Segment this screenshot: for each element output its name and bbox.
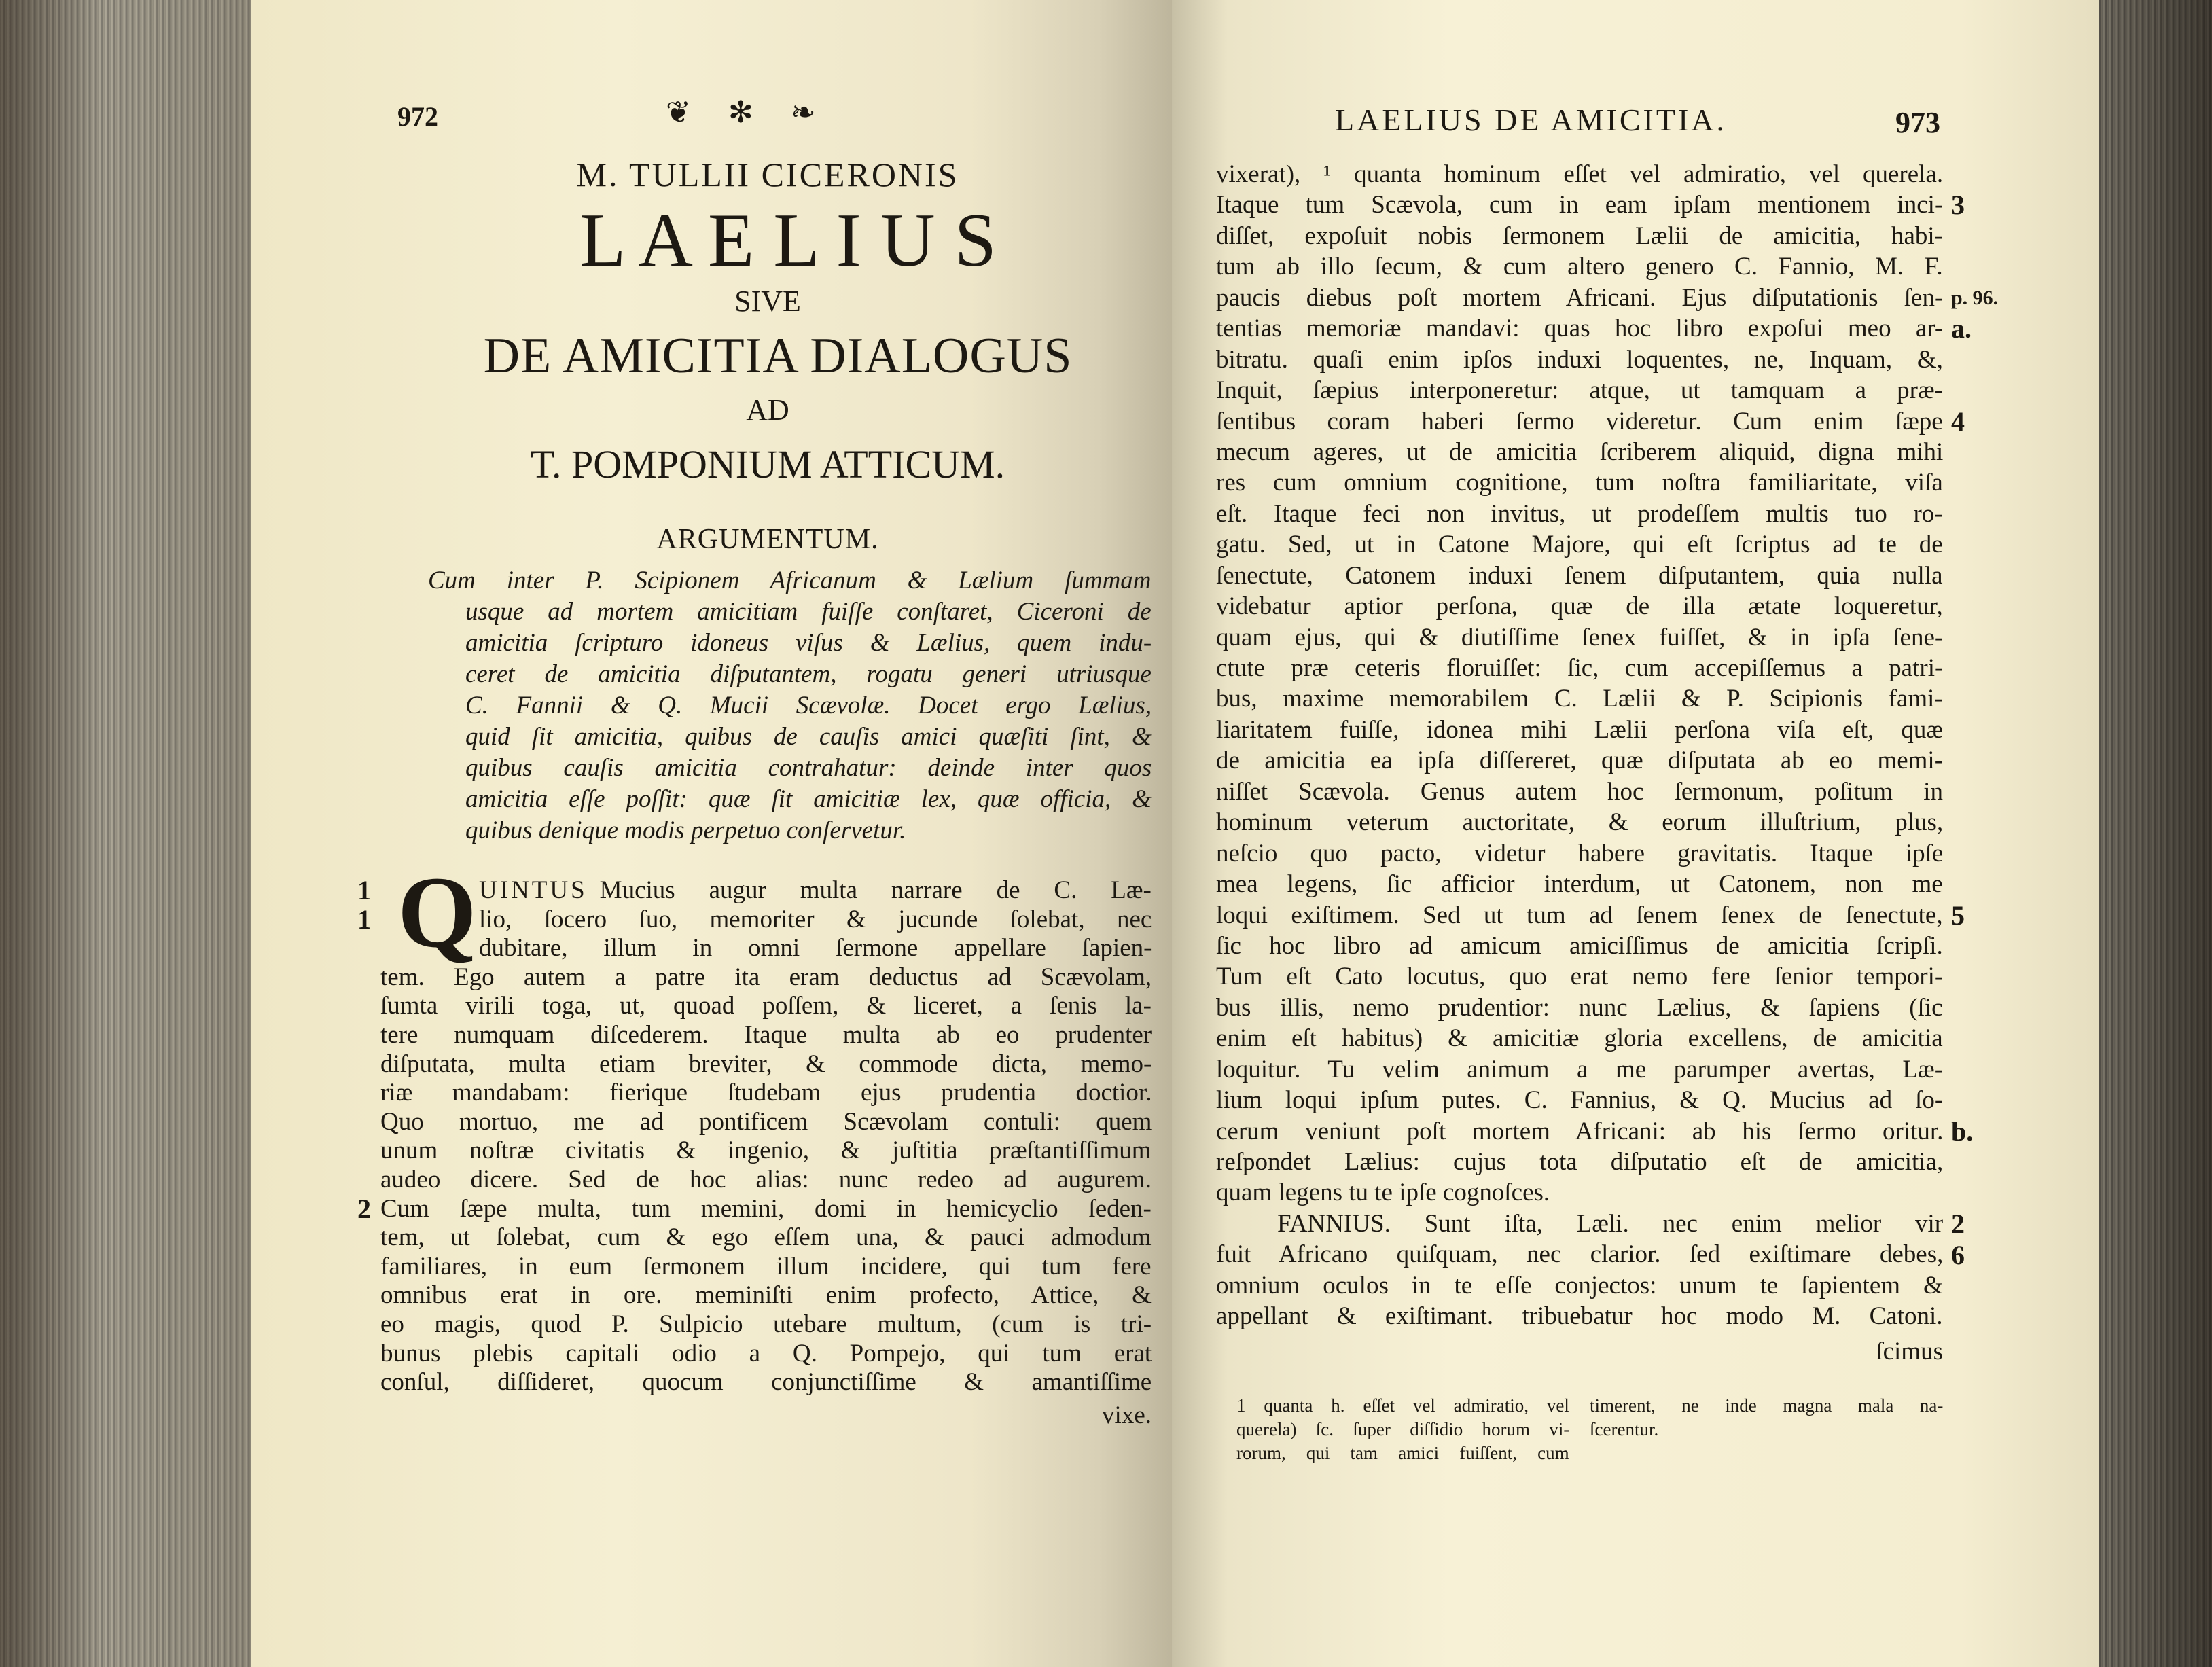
text-line xyxy=(1216,1147,1943,1177)
text-line xyxy=(1216,159,1943,190)
text-line xyxy=(1216,313,1943,344)
text-line xyxy=(1216,499,1943,529)
text-line-content: de amicitia ea ipſa diſſereret, quæ diſputata ab eo memi- xyxy=(1216,747,1944,775)
text-line-content: res cum omnium cognitione, tum noſtra familiaritate, viſa xyxy=(1216,469,1943,497)
text-line-content: fuit Africano quiſquam, nec clarior. ſed exiſtimare debes, xyxy=(1216,1240,1944,1269)
text-line xyxy=(1236,1394,1569,1418)
title-ad: AD xyxy=(746,393,789,427)
text-line-content: riæ mandabam: fierique ſtudebam ejus prudentia doctior. xyxy=(380,1079,1152,1107)
page-number-right: 973 xyxy=(1895,106,1940,139)
text-line xyxy=(380,1310,1152,1340)
text-line xyxy=(465,753,1152,784)
text-line xyxy=(1590,1394,1943,1418)
text-line-content: tem. Ego autem a patre ita eram deductus ad Scævolam, xyxy=(380,963,1152,991)
margin-note: a. xyxy=(1951,313,1972,344)
book-edge-right xyxy=(2096,0,2212,1667)
text-line-content: niſſet Scævola. Genus autem hoc ſermonum, poſitum in xyxy=(1216,777,1944,806)
text-line-content: bunus plebis capitali odio a Q. Pompejo, qui tum erat xyxy=(380,1339,1152,1367)
text-line-content: dubitare, illum in omni ſermone appellare ſapien- xyxy=(479,934,1152,963)
text-line-content: bus illis, nemo prudentior: nunc Lælius, & ſapiens (ſic xyxy=(1216,993,1943,1022)
text-line xyxy=(1216,807,1943,838)
text-line-content: omnibus erat in ore. meminiſti enim profecto, Attice, & xyxy=(380,1281,1152,1310)
text-line-content: timerent, ne inde magna mala na- xyxy=(1590,1395,1944,1416)
text-line-content: bus, maxime memorabilem C. Lælii & P. Scipionis fami- xyxy=(1216,685,1943,713)
text-line-content: liaritatem fuiſſe, idonea mihi Lælii perſona viſa eſt, quæ xyxy=(1216,715,1944,744)
text-line-content: audeo dicere. Sed de hoc alias: nunc redeo ad augurem. xyxy=(380,1165,1152,1194)
text-line xyxy=(1216,931,1943,961)
text-line xyxy=(1216,251,1943,282)
text-line xyxy=(1216,869,1943,899)
footnote-column-1 xyxy=(1236,1394,1569,1465)
text-line xyxy=(380,876,1152,906)
text-line xyxy=(1236,1418,1569,1441)
text-line-content: vixerat), ¹ quanta hominum eſſet vel admiratio, vel querela. xyxy=(1216,160,1944,188)
text-line-content: ſic hoc libro ad amicum amiciſſimus de amicitia ſcripſi. xyxy=(1216,931,1943,960)
text-line-content: quid ſit amicitia, quibus de cauſis amici quæſiti ſint, & xyxy=(465,723,1152,751)
text-line-content: eo magis, quod P. Sulpicio utebare multum, (cum is tri- xyxy=(380,1310,1152,1338)
text-line-content: querela) ſc. ſuper diſſidio horum vi- xyxy=(1236,1419,1570,1439)
text-line-content: hominum veterum auctoritate, & eorum illuſtrium, plus, xyxy=(1216,808,1944,837)
text-line-content: ceret de amicitia diſputantem, rogatu generi utriusque xyxy=(465,660,1152,688)
text-line xyxy=(1216,1085,1943,1115)
text-line-content: Mucius augur multa narrare de C. Læ- xyxy=(599,876,1152,904)
title-dedication: T. POMPONIUM ATTICUM. xyxy=(530,442,1005,486)
catchword-right: ſcimus xyxy=(1876,1338,1943,1365)
footnote-column-2 xyxy=(1590,1394,1943,1441)
text-line xyxy=(1590,1418,1943,1441)
text-line-content: quam ejus, qui & diutiſſime ſenex fuiſſet, & in ipſa ſene- xyxy=(1216,623,1944,651)
text-line xyxy=(1216,560,1943,591)
title-sive: SIVE xyxy=(734,285,801,318)
text-line xyxy=(380,1050,1152,1079)
text-line-content: rorum, qui tam amici fuiſſent, cum xyxy=(1236,1443,1569,1463)
text-line-content: quibus denique modis perpetuo conſervetur. xyxy=(465,817,906,844)
margin-note: 5 xyxy=(1951,899,1965,931)
first-word-small-caps: UINTUS xyxy=(479,876,588,904)
text-line xyxy=(1216,375,1943,406)
text-line xyxy=(1216,406,1943,437)
text-line-content: reſpondet Lælius: cujus tota diſputatio eſt de amicitia, xyxy=(1216,1148,1944,1176)
book-edge-left xyxy=(0,0,258,1667)
text-line xyxy=(1216,437,1943,467)
margin-note: 6 xyxy=(1951,1239,1965,1270)
text-line-content: ſenectute, Catonem induxi ſenem diſputantem, quia nulla xyxy=(1216,561,1943,590)
text-line-content: appellant & exiſtimant. tribuebatur hoc modo M. Catoni. xyxy=(1216,1302,1943,1331)
text-line xyxy=(1216,1208,1943,1239)
title-subtitle: DE AMICITIA DIALOGUS xyxy=(483,328,1073,384)
text-line xyxy=(1216,344,1943,375)
text-line-content: cerum veniunt poſt mortem Africani: ab his ſermo oritur. xyxy=(1216,1117,1944,1145)
margin-note: 2 xyxy=(1951,1208,1965,1240)
text-line-content: tere numquam diſcederem. Itaque multa ab eo prudenter xyxy=(380,1020,1152,1049)
text-line-content: diſſet, expoſuit nobis ſermonem Lælii de amicitia, habi- xyxy=(1216,221,1943,250)
catchword-left: vixe. xyxy=(1102,1401,1152,1429)
text-line xyxy=(380,1340,1152,1369)
text-line-content: 1 quanta h. eſſet vel admiratio, vel xyxy=(1236,1395,1569,1416)
text-line xyxy=(1216,591,1943,622)
text-line xyxy=(1216,1239,1943,1270)
text-line-content: familiares, in eum ſermonem illum incidere, qui tum fere xyxy=(380,1252,1152,1280)
text-line-content: loquitur. Tu velim animum a me parumper avertas, Læ- xyxy=(1216,1055,1944,1083)
text-line-content: mea legens, ſic afficior interdum, ut Catonem, non me xyxy=(1216,870,1943,899)
text-line xyxy=(1216,1116,1943,1147)
text-line xyxy=(1216,776,1943,807)
text-line xyxy=(1216,1270,1943,1301)
text-line-content: tum ab illo ſecum, & cum altero genero C. Fannio, M. F. xyxy=(1216,253,1943,281)
text-line xyxy=(380,1021,1152,1050)
text-line-content: eſt. Itaque feci non invitus, ut prodeſſem multis tuo ro- xyxy=(1216,499,1943,528)
text-line xyxy=(1216,838,1943,869)
text-line-content: paucis diebus poſt mortem Africani. Ejus diſputationis ſen- xyxy=(1216,283,1944,312)
title-author: M. TULLII CICERONIS xyxy=(576,156,959,194)
text-line-content: enim eſt habitus) & amicitiæ gloria excellens, de amicitia xyxy=(1216,1024,1943,1053)
text-line xyxy=(1236,1441,1569,1465)
text-line xyxy=(465,784,1152,815)
text-line-content: conſul, diſſideret, quocum conjunctiſſime & amantiſſime xyxy=(380,1368,1152,1397)
text-line-content: C. Fannii & Q. Mucii Scævolæ. Docet ergo Lælius, xyxy=(465,692,1152,719)
text-line xyxy=(1216,900,1943,931)
text-line xyxy=(1216,961,1943,992)
text-line-content: videbatur aptior perſona, quæ de illa ætate loqueretur, xyxy=(1216,592,1943,621)
text-line-content: neſcio quo pacto, videtur habere gravitatis. Itaque ipſe xyxy=(1216,839,1944,867)
text-line-content: mecum ageres, ut de amicitia ſcriberem aliquid, digna mihi xyxy=(1216,437,1944,466)
text-line xyxy=(380,1108,1152,1137)
running-head: LAELIUS DE AMICITIA. xyxy=(1335,103,1727,137)
text-line xyxy=(465,690,1152,721)
text-line xyxy=(1216,529,1943,560)
text-line xyxy=(465,659,1152,690)
margin-note: 2 xyxy=(357,1193,371,1224)
text-line xyxy=(1216,467,1943,498)
text-line xyxy=(1216,221,1943,251)
text-line-content: Inquit, ſæpius interponeretur: atque, ut tamquam a præ- xyxy=(1216,376,1943,405)
text-line-content: Tum eſt Cato locutus, quo erat nemo fere ſenior tempori- xyxy=(1216,963,1944,991)
text-line xyxy=(380,1166,1152,1195)
text-line-content: tentias memoriæ mandavi: quas hoc libro expoſui meo ar- xyxy=(1216,315,1944,343)
margin-note: p. 96. xyxy=(1951,286,1999,309)
text-line xyxy=(380,992,1152,1021)
text-line xyxy=(465,721,1152,753)
text-line xyxy=(380,1368,1152,1397)
text-line-content: amicitia eſſe poſſit: quæ ſit amicitiæ lex, quæ officia, & xyxy=(465,785,1152,813)
margin-note: b. xyxy=(1951,1115,1974,1147)
text-line xyxy=(380,1195,1152,1224)
text-line xyxy=(1216,992,1943,1023)
text-line-content: loqui exiſtimem. Sed ut tum ad ſenem ſenex de ſenectute, xyxy=(1216,901,1943,929)
text-line xyxy=(380,906,1152,935)
text-line-content: gatu. Sed, ut in Catone Majore, qui eſt ſcriptus ad te de xyxy=(1216,531,1943,559)
margin-note: 4 xyxy=(1951,406,1965,437)
text-line-content: Cum ſæpe multa, tum memini, domi in hemicyclio ſeden- xyxy=(380,1194,1152,1223)
text-line xyxy=(465,628,1152,659)
text-line-content: Quo mortuo, me ad pontificem Scævolam contuli: quem xyxy=(380,1107,1152,1136)
text-line-content: Itaque tum Scævola, cum in eam ipſam mentionem inci- xyxy=(1216,191,1944,219)
text-line xyxy=(380,1281,1152,1310)
page-number-left: 972 xyxy=(397,101,438,132)
text-line-content: ſentibus coram haberi ſermo videretur. Cum enim ſæpe xyxy=(1216,407,1943,435)
argumentum-text xyxy=(428,565,1152,846)
text-line-content: lium loqui ipſum putes. C. Fannius, & Q. Mucius ad ſo- xyxy=(1216,1086,1944,1115)
text-line xyxy=(1216,1177,1943,1208)
text-line xyxy=(465,815,1152,846)
margin-note: 1 xyxy=(357,875,371,906)
title-main xyxy=(408,197,1169,285)
text-line xyxy=(380,1079,1152,1108)
text-line xyxy=(380,1223,1152,1253)
text-line-content: FANNIUS. Sunt iſta, Læli. nec enim melior vir xyxy=(1277,1209,1944,1238)
ornament-icon: ❦ ✻ ❧ xyxy=(666,96,831,129)
text-line-content: lio, ſocero ſuo, memoriter & jucunde ſolebat, nec xyxy=(479,905,1152,933)
text-line xyxy=(1216,715,1943,745)
text-line xyxy=(1216,745,1943,776)
text-line xyxy=(1216,622,1943,653)
text-line-content: quibus cauſis amicitia contrahatur: deinde inter quos xyxy=(465,754,1152,782)
left-main-text xyxy=(380,876,1152,1397)
text-line-content: tem, ut ſolebat, cum & ego eſſem una, & pauci admodum xyxy=(380,1223,1152,1252)
text-line xyxy=(1216,1301,1943,1331)
text-line xyxy=(1216,1023,1943,1054)
text-line xyxy=(1216,190,1943,220)
margin-note: 3 xyxy=(1951,190,1965,221)
text-line-content: quam legens tu te ipſe cognoſces. xyxy=(1216,1179,1550,1207)
margin-note: 1 xyxy=(357,903,371,935)
title-laelius: L A E L I U S xyxy=(579,198,997,283)
text-line-content: usque ad mortem amicitiam fuiſſe conſtaret, Ciceroni de xyxy=(465,598,1152,626)
text-line-content: Cum inter P. Scipionem Africanum & Lælium ſummam xyxy=(428,567,1152,594)
right-main-text xyxy=(1216,159,1943,1332)
argumentum-heading: ARGUMENTUM. xyxy=(656,524,879,555)
text-line xyxy=(428,565,1152,596)
text-line xyxy=(380,1253,1152,1282)
text-line-content: ctute præ ceteris floruiſſet: ſic, cum accepiſſemus a patri- xyxy=(1216,654,1944,682)
text-line xyxy=(1216,683,1943,714)
text-line-content: unum noſtræ civitatis & ingenio, & juſtitia præſtantiſſimum xyxy=(380,1136,1152,1165)
drop-cap: Q xyxy=(397,856,477,969)
text-line xyxy=(380,934,1152,963)
text-line-content: bitratu. quaſi enim ipſos induxi loquentes, ne, Inquam, &, xyxy=(1216,345,1943,374)
text-line-content: diſputata, multa etiam breviter, & commode dicta, memo- xyxy=(380,1050,1152,1078)
text-line-content: omnium oculos in te eſſe conjectos: unum te ſapientem & xyxy=(1216,1271,1943,1299)
text-line-content: ſumta virili toga, ut, quoad poſſem, & liceret, a ſenis la- xyxy=(380,992,1152,1020)
text-line xyxy=(380,963,1152,992)
text-line-content: amicitia ſcripturo idoneus viſus & Lælius, quem indu- xyxy=(465,629,1152,657)
text-line xyxy=(465,596,1152,628)
text-line xyxy=(1216,1054,1943,1085)
text-line xyxy=(1216,653,1943,683)
text-line-content: ſcerentur. xyxy=(1590,1419,1659,1439)
text-line xyxy=(1216,283,1943,313)
text-line xyxy=(380,1136,1152,1166)
